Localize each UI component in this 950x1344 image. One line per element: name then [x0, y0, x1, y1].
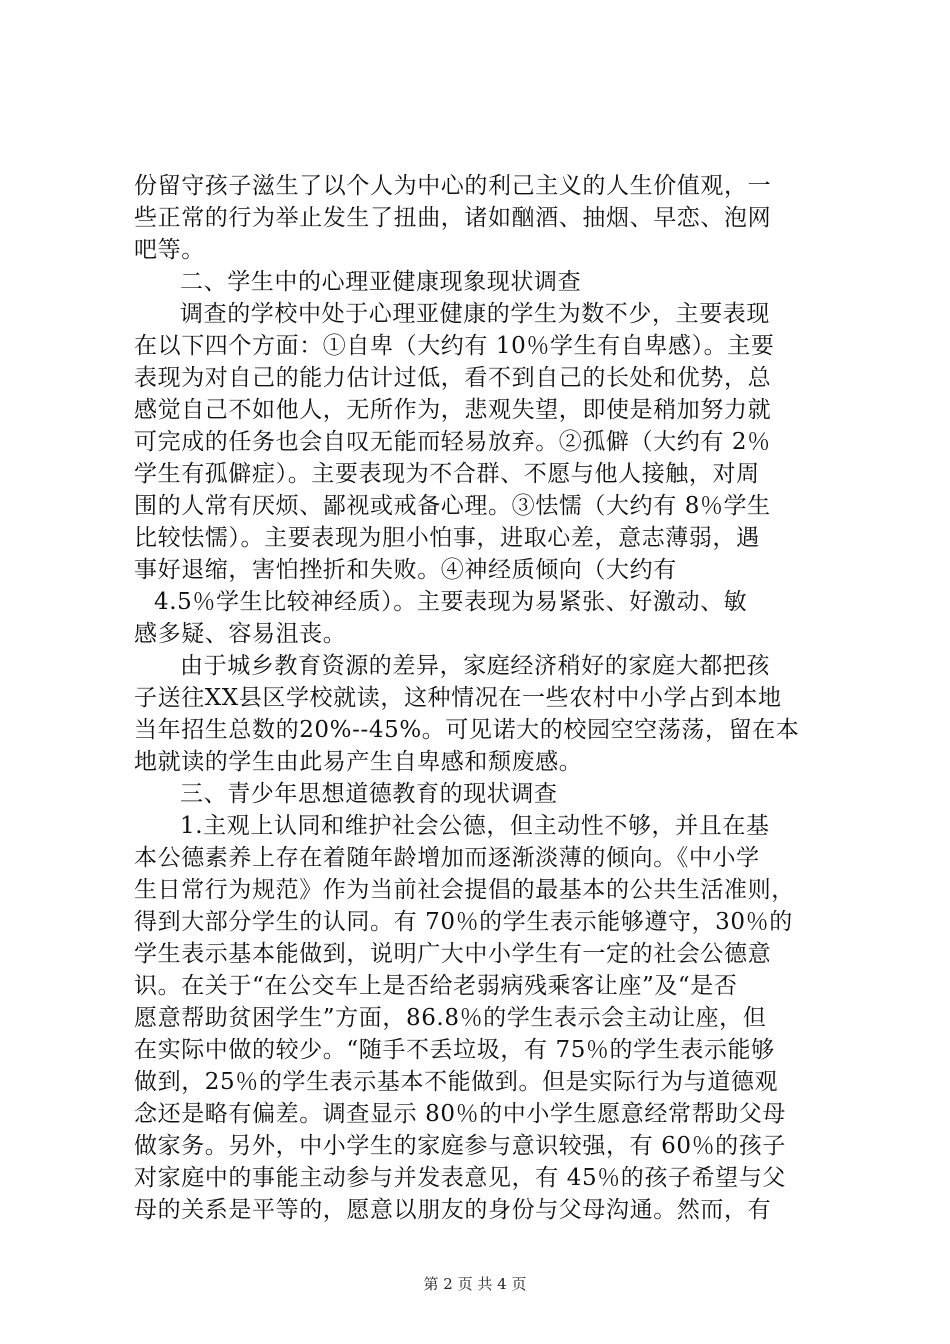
text-line: 生日常行为规范》作为当前社会提倡的最基本的公共生活准则， — [134, 877, 795, 903]
text-line: 在以下四个方面：①自卑（大约有 10％学生有自卑感）。主要 — [134, 333, 775, 359]
text-line: 对家庭中的事能主动参与并发表意见，有 45％的孩子希望与父 — [134, 1165, 786, 1191]
text-line: 4.5％学生比较神经质）。主要表现为易紧张、好激动、敏 — [154, 589, 748, 615]
text-line: 子送往XX县区学校就读，这种情况在一些农村中小学占到本地 — [134, 685, 782, 711]
text-line: 地就读的学生由此易产生自卑感和颓废感。 — [134, 749, 583, 775]
text-line: 比较怯懦）。主要表现为胆小怕事，进取心差，意志薄弱，遇 — [134, 525, 760, 551]
text-line: 吧等。 — [134, 237, 205, 263]
text-line: 感多疑、容易沮丧。 — [134, 621, 347, 647]
text-line: 些正常的行为举止发生了扭曲，诸如酗酒、抽烟、早恋、泡网 — [134, 205, 772, 231]
page-number-footer: 第 2 页 共 4 页 — [423, 1275, 527, 1293]
text-line: 由于城乡教育资源的差异，家庭经济稍好的家庭大都把孩 — [180, 653, 770, 679]
text-line: 得到大部分学生的认同。有 70％的学生表示能够遵守，30％的 — [134, 909, 793, 935]
text-line: 事好退缩，害怕挫折和失败。④神经质倾向（大约有 — [134, 557, 677, 583]
text-line: 念还是略有偏差。调查显示 80％的中小学生愿意经常帮助父母 — [134, 1101, 786, 1127]
text-line: 愿意帮助贫困学生”方面，86.8％的学生表示会主动让座，但 — [134, 1005, 767, 1031]
section-heading: 三、青少年思想道德教育的现状调查 — [180, 781, 558, 807]
text-line: 学生有孤僻症）。主要表现为不合群、不愿与他人接触，对周 — [134, 461, 760, 487]
text-line: 调查的学校中处于心理亚健康的学生为数不少，主要表现 — [180, 301, 770, 327]
text-line: 份留守孩子滋生了以个人为中心的利己主义的人生价值观，一 — [134, 173, 772, 199]
text-line: 识。在关于“在公交车上是否给老弱病残乘客让座”及“是否 — [134, 973, 738, 999]
text-line: 本公德素养上存在着随年龄增加而逐渐淡薄的倾向。《中小学 — [134, 845, 760, 871]
text-line: 1.主观上认同和维护社会公德，但主动性不够，并且在基 — [180, 813, 770, 839]
body-text — [134, 170, 824, 1226]
text-line: 围的人常有厌烦、鄙视或戒备心理。③怯懦（大约有 8％学生 — [134, 493, 771, 519]
text-line: 感觉自己不如他人，无所作为，悲观失望，即使是稍加努力就 — [134, 397, 772, 423]
section-heading: 二、学生中的心理亚健康现象现状调查 — [180, 269, 582, 295]
text-line: 做家务。另外，中小学生的家庭参与意识较强，有 60％的孩子 — [134, 1133, 786, 1159]
text-line: 表现为对自己的能力估计过低，看不到自己的长处和优势，总 — [134, 365, 772, 391]
text-line: 可完成的任务也会自叹无能而轻易放弃。②孤僻（大约有 2％ — [134, 429, 771, 455]
text-line: 在实际中做的较少。“随手不丢垃圾，有 75％的学生表示能够 — [134, 1037, 775, 1063]
text-line: 母的关系是平等的，愿意以朋友的身份与父母沟通。然而，有 — [134, 1197, 772, 1223]
text-line: 学生表示基本能做到，说明广大中小学生有一定的社会公德意 — [134, 941, 772, 967]
text-line: 当年招生总数的20%--45%。可见诺大的校园空空荡荡，留在本 — [134, 717, 800, 743]
text-line: 做到，25％的学生表示基本不能做到。但是实际行为与道德观 — [134, 1069, 779, 1095]
